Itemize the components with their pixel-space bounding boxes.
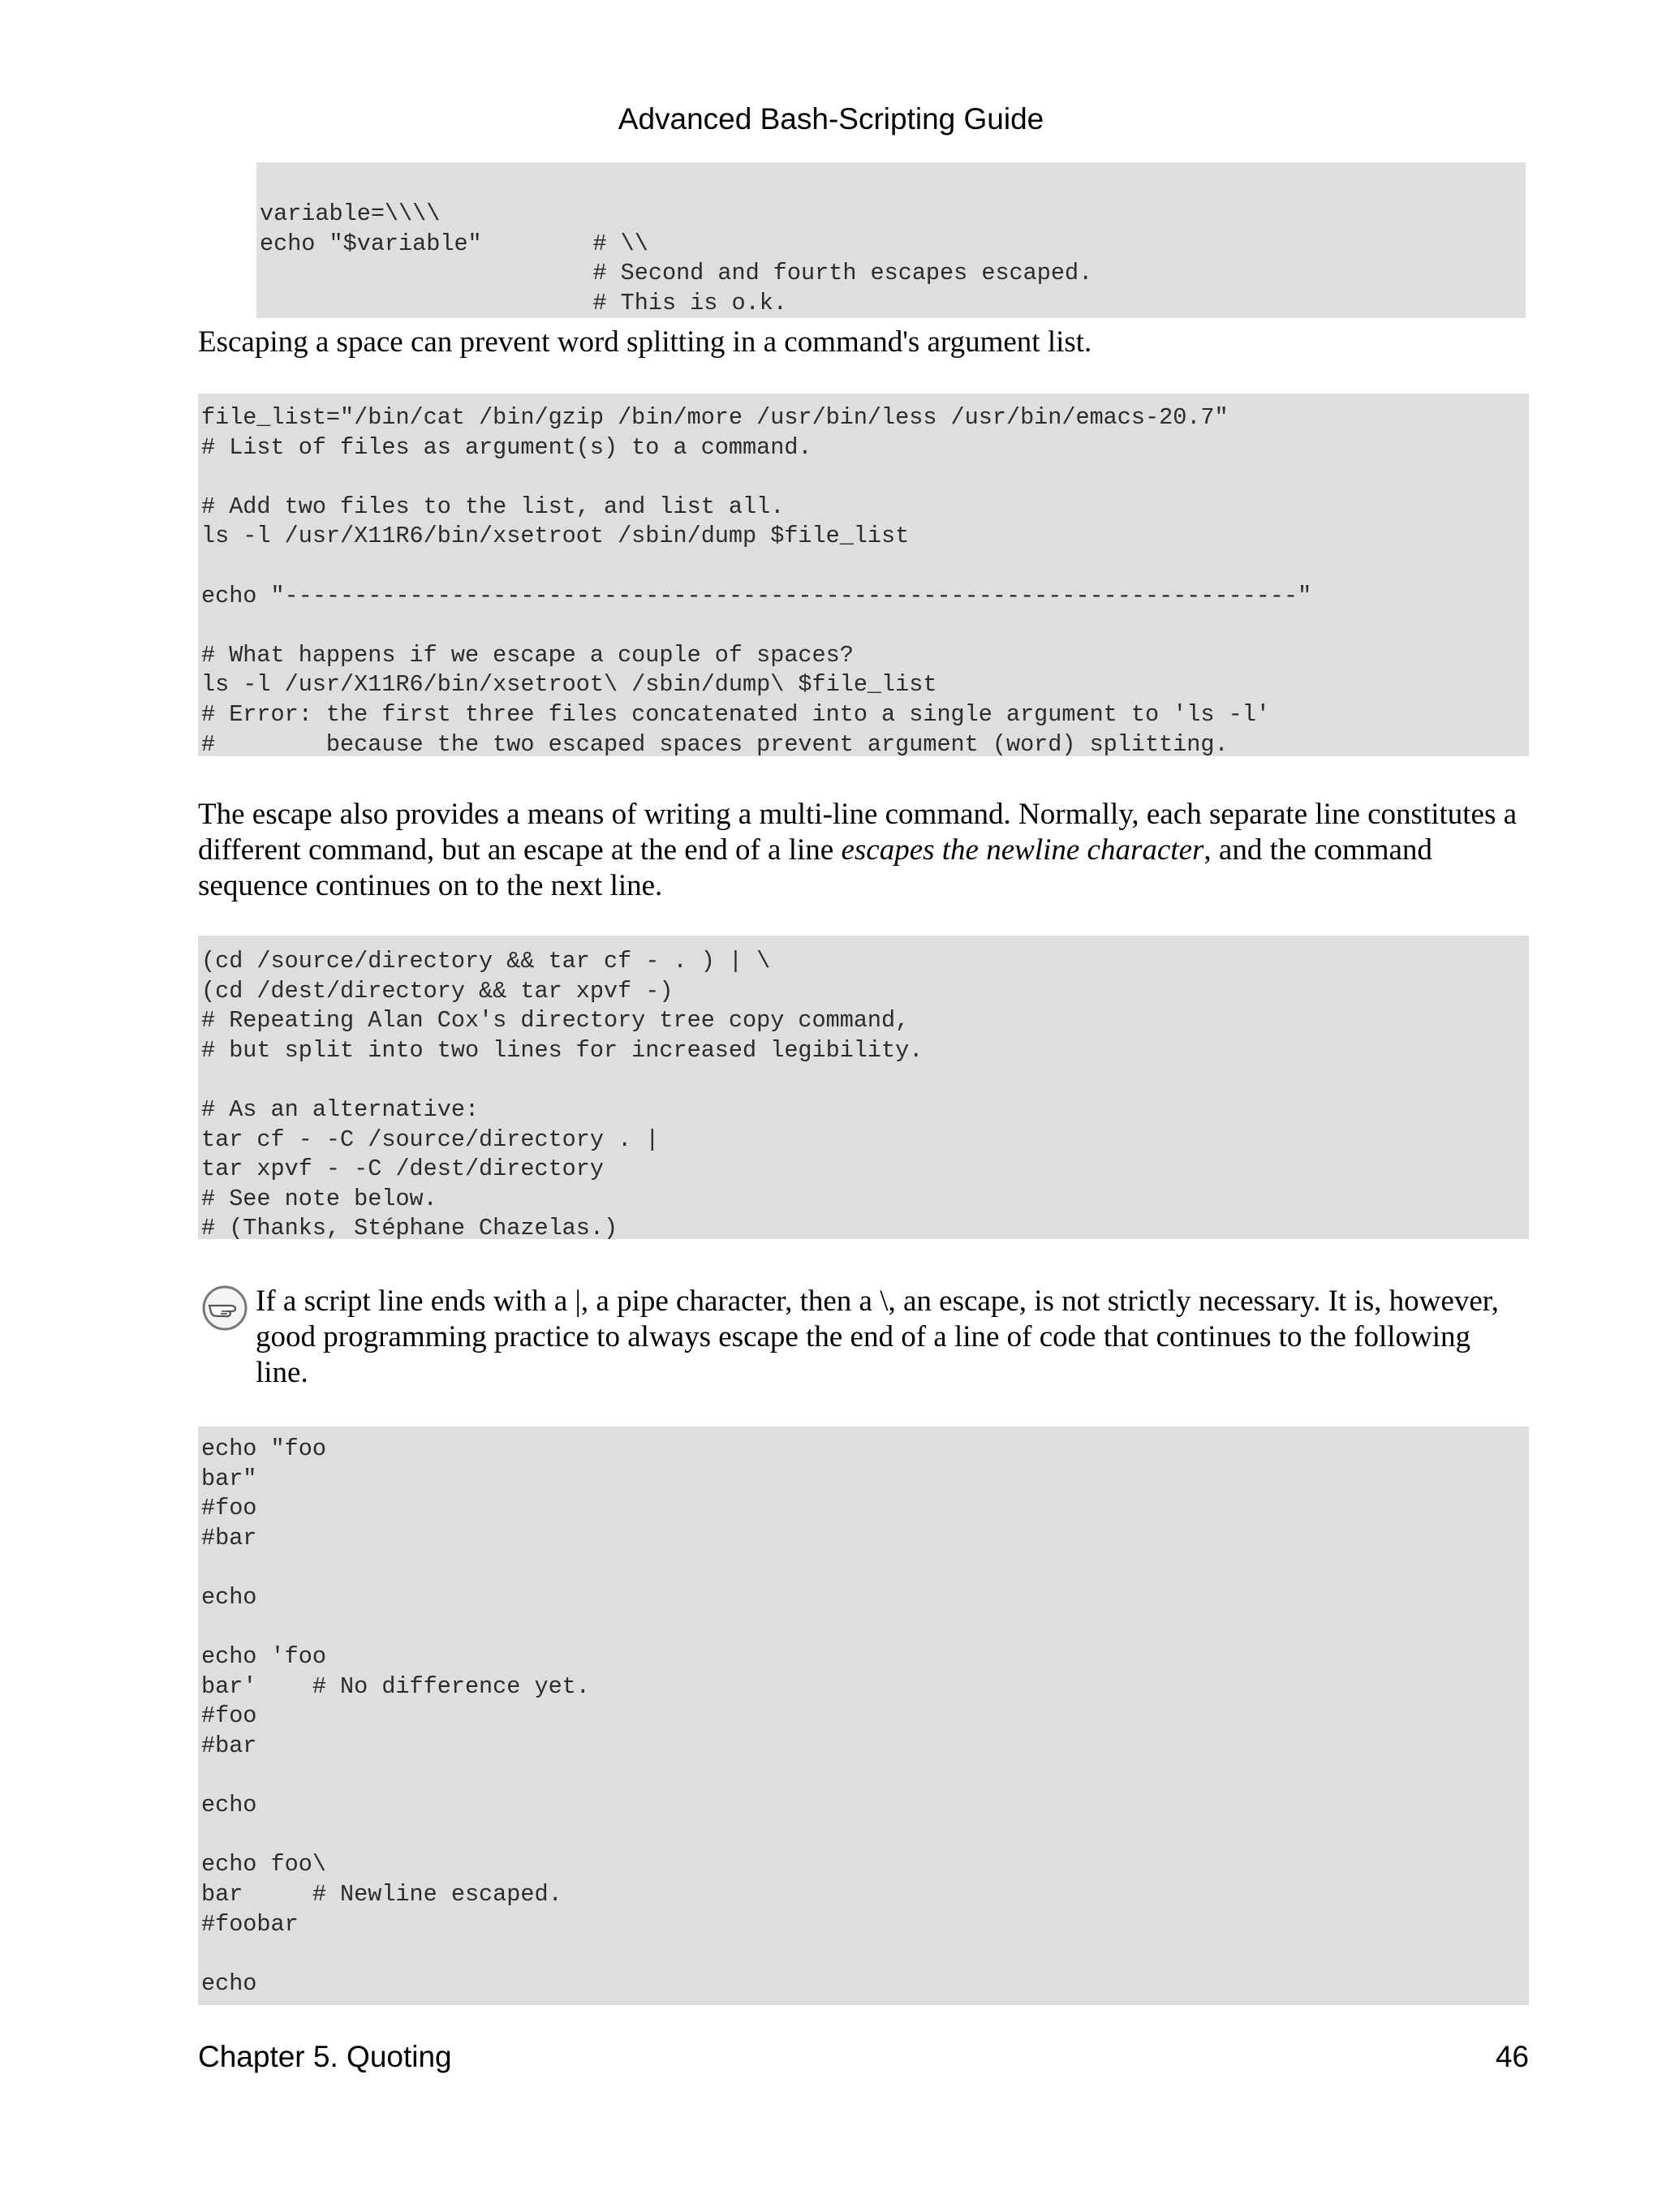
paragraph-text-end: , and the command sequence continues on to the next line.: [198, 833, 1432, 902]
note-pipe-escape: If a script line ends with a |, a pipe character, then a \, an escape, is not strictly necessary. It is, however, good programming practice to always escape the end of a line of code that continues to the following line.: [256, 1285, 1499, 1389]
code-block-tar-copy: (cd /source/directory && tar cf - . ) | \ (cd /dest/directory && tar xpvf -) # Repeating Alan Cox's directory tree copy command, # but split into two lines for increased legibility. # As an alternative: tar cf - -C /source/directory . | tar xpvf - -C /dest/directory # See note below. # (Thanks, Stéphane Chazelas.): [198, 936, 1529, 1239]
pointing-hand-icon: [201, 1285, 248, 1332]
footer-page-number: 46: [1495, 2040, 1529, 2073]
paragraph-multiline-command: [198, 797, 1529, 904]
code-block-variable-escape: variable=\\\\ echo "$variable" # \\ # Second and fourth escapes escaped. # This is o.k.: [256, 162, 1526, 318]
paragraph-word-splitting: Escaping a space can prevent word splitting in a command's argument list.: [198, 325, 1092, 359]
page-header: Advanced Bash-Scripting Guide: [618, 102, 1044, 136]
code-block-newline-escape: echo "foo bar" #foo #bar echo echo 'foo bar' # No difference yet. #foo #bar echo echo foo\ bar # Newline escaped. #foobar echo: [198, 1427, 1529, 2005]
footer-chapter: Chapter 5. Quoting: [198, 2040, 452, 2073]
paragraph-text-start: The escape also provides a means of writing a multi-line command. Normally, each separate line constitutes a different command, but an escape at the end of a line: [198, 798, 1518, 867]
paragraph-emphasis: escapes the newline character: [841, 833, 1204, 867]
code-block-file-list: file_list="/bin/cat /bin/gzip /bin/more /usr/bin/less /usr/bin/emacs-20.7" # List of files as argument(s) to a command. # Add two files to the list, and list all. ls -l /usr/X11R6/bin/xsetroot /sbin/dump $file_list echo "-------------------------------------------------------------------------" # What happens if we escape a couple of spaces? ls -l /usr/X11R6/bin/xsetroot\ /sbin/dump\ $file_list # Error: the first three files concatenated into a single argument to 'ls -l' # because the two escaped spaces prevent argument (word) splitting.: [198, 394, 1529, 756]
